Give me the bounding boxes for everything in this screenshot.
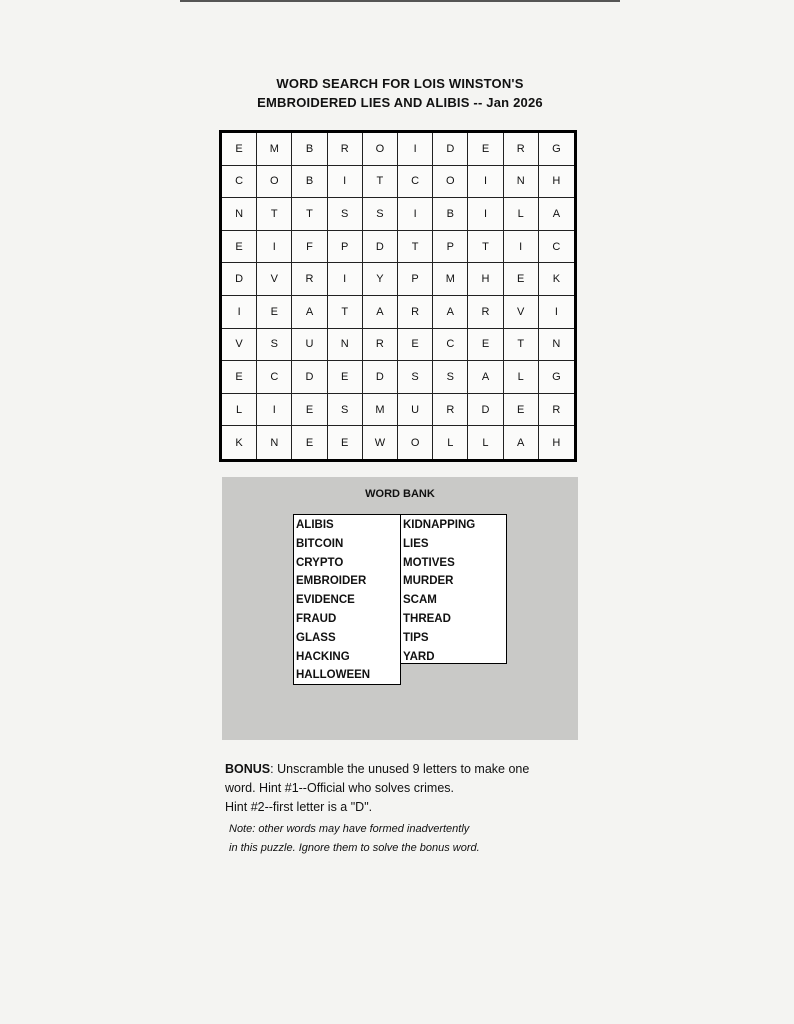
word-bank-word: EVIDENCE [296, 594, 355, 607]
grid-cell: T [257, 198, 292, 231]
grid-cell: R [328, 133, 363, 166]
grid-cell: T [398, 231, 433, 264]
bonus-line-1-text: : Unscramble the unused 9 letters to make one [270, 762, 530, 776]
grid-cell: D [292, 361, 327, 394]
grid-cell: C [433, 329, 468, 362]
grid-cell: R [468, 296, 503, 329]
bonus-line-3: Hint #2--first letter is a "D". [225, 800, 373, 814]
grid-cell: S [328, 198, 363, 231]
grid-cell: G [539, 361, 574, 394]
page-top-edge [180, 0, 620, 2]
grid-cell: T [328, 296, 363, 329]
word-bank-word: TIPS [403, 631, 429, 644]
grid-cell: C [222, 166, 257, 199]
grid-cell: R [433, 394, 468, 427]
grid-cell: B [292, 166, 327, 199]
grid-cell: D [222, 263, 257, 296]
grid-cell: K [222, 426, 257, 459]
grid-cell: D [363, 231, 398, 264]
bonus-line-2: word. Hint #1--Official who solves crimes. [225, 781, 455, 795]
grid-cell: V [257, 263, 292, 296]
grid-cell: F [292, 231, 327, 264]
grid-cell: L [504, 198, 539, 231]
grid-cell: E [468, 133, 503, 166]
word-bank-word: KIDNAPPING [403, 519, 476, 531]
grid-cell: N [539, 329, 574, 362]
note-line-1: Note: other words may have formed inadvertently [229, 823, 470, 835]
grid-cell: R [504, 133, 539, 166]
grid-cell: C [539, 231, 574, 264]
grid-cell: I [328, 263, 363, 296]
grid-cell: I [539, 296, 574, 329]
grid-cell: H [552, 436, 561, 449]
grid-cell: P [398, 263, 433, 296]
bonus-line-1 [225, 760, 565, 779]
grid-cell: P [433, 231, 468, 264]
grid-cell: E [222, 361, 257, 394]
grid-cell: U [292, 329, 327, 362]
word-bank-title: WORD BANK [365, 488, 435, 500]
grid-cell: A [468, 361, 503, 394]
grid-cell: N [328, 329, 363, 362]
grid-cell: M [363, 394, 398, 427]
grid-cell: O [363, 133, 398, 166]
grid-cell: A [433, 296, 468, 329]
grid-cell: H [468, 263, 503, 296]
grid-cell: I [398, 133, 433, 166]
grid-cell: I [222, 296, 257, 329]
bonus-instructions [225, 760, 565, 817]
grid-cell: A [539, 198, 574, 231]
bonus-label: BONUS [225, 762, 271, 776]
grid-cell: N [504, 166, 539, 199]
grid-cell: M [257, 133, 292, 166]
grid-cell: B [292, 133, 327, 166]
grid-cell: S [257, 329, 292, 362]
note-line-2: in this puzzle. Ignore them to solve the bonus word. [229, 842, 480, 854]
grid-cell: L [222, 394, 257, 427]
grid-cell: T [363, 166, 398, 199]
word-bank-word: THREAD [403, 612, 451, 625]
word-bank-column-1 [293, 514, 401, 685]
grid-cell: H [539, 166, 574, 199]
grid-cell: L [433, 426, 468, 459]
grid-cell: T [468, 231, 503, 264]
grid-cell: O [398, 426, 433, 459]
word-bank-word: HACKING [296, 650, 350, 663]
grid-cell: Y [363, 263, 398, 296]
grid-cell: I [328, 166, 363, 199]
grid-cell: R [363, 329, 398, 362]
word-bank-word: GLASS [296, 631, 336, 644]
word-bank-word: MURDER [403, 575, 454, 588]
word-search-grid [219, 130, 577, 462]
grid-cell: D [468, 394, 503, 427]
grid-cell: U [398, 394, 433, 427]
grid-cell: E [398, 329, 433, 362]
grid-cell: M [433, 263, 468, 296]
grid-cell: E [328, 361, 363, 394]
grid-cell: E [504, 263, 539, 296]
word-bank-word: SCAM [403, 594, 437, 607]
word-bank-word: LIES [403, 537, 429, 550]
grid-cell: I [398, 198, 433, 231]
grid-cell: I [468, 198, 503, 231]
grid-cell: R [539, 394, 574, 427]
grid-cell: L [468, 426, 503, 459]
grid-cell: I [257, 231, 292, 264]
grid-cell: B [433, 198, 468, 231]
grid-cell: E [222, 231, 257, 264]
grid-cell: L [504, 361, 539, 394]
grid-cell: S [363, 198, 398, 231]
word-bank-word: CRYPTO [296, 556, 344, 569]
grid-cell: E [257, 296, 292, 329]
grid-cell: P [328, 231, 363, 264]
page-title-line-2: EMBROIDERED LIES AND ALIBIS -- Jan 2026 [257, 95, 543, 110]
word-bank-word: EMBROIDER [296, 575, 367, 588]
grid-cell: R [398, 296, 433, 329]
grid-cell: S [398, 361, 433, 394]
grid-cell: N [222, 198, 257, 231]
grid-cell: D [433, 133, 468, 166]
word-bank-word: FRAUD [296, 612, 337, 625]
grid-cell: E [504, 394, 539, 427]
grid-cell: A [292, 296, 327, 329]
grid-cell: R [292, 263, 327, 296]
word-bank-panel [222, 477, 578, 740]
word-bank-word: ALIBIS [296, 519, 334, 531]
grid-cell: K [539, 263, 574, 296]
grid-cell: E [328, 426, 363, 459]
grid-cell: E [468, 329, 503, 362]
word-bank-word: MOTIVES [403, 556, 455, 569]
grid-cell: V [504, 296, 539, 329]
grid-cell: E [292, 426, 327, 459]
word-bank-word: HALLOWEEN [296, 669, 371, 682]
grid-cell: A [363, 296, 398, 329]
grid-cell: I [257, 394, 292, 427]
page-title-line-1: WORD SEARCH FOR LOIS WINSTON'S [276, 76, 524, 91]
bonus-note [229, 820, 529, 858]
word-bank-column-2 [400, 514, 507, 664]
grid-cell: I [468, 166, 503, 199]
grid-cell: C [398, 166, 433, 199]
grid-cell: S [328, 394, 363, 427]
grid-cell: S [433, 361, 468, 394]
grid-cell: C [257, 361, 292, 394]
grid-cell: E [222, 133, 257, 166]
grid-cell: O [433, 166, 468, 199]
grid-cell: G [539, 133, 574, 166]
grid-cell: D [363, 361, 398, 394]
word-bank-word: BITCOIN [296, 537, 344, 550]
grid-cell: I [504, 231, 539, 264]
grid-cell: W [363, 426, 398, 459]
grid-cell: O [257, 166, 292, 199]
grid-cell: N [257, 426, 292, 459]
grid-cell: V [222, 329, 257, 362]
grid-cell: E [292, 394, 327, 427]
grid-cell: A [504, 426, 539, 459]
word-bank-word: YARD [403, 650, 435, 663]
grid-cell: T [504, 329, 539, 362]
grid-cell: T [292, 198, 327, 231]
